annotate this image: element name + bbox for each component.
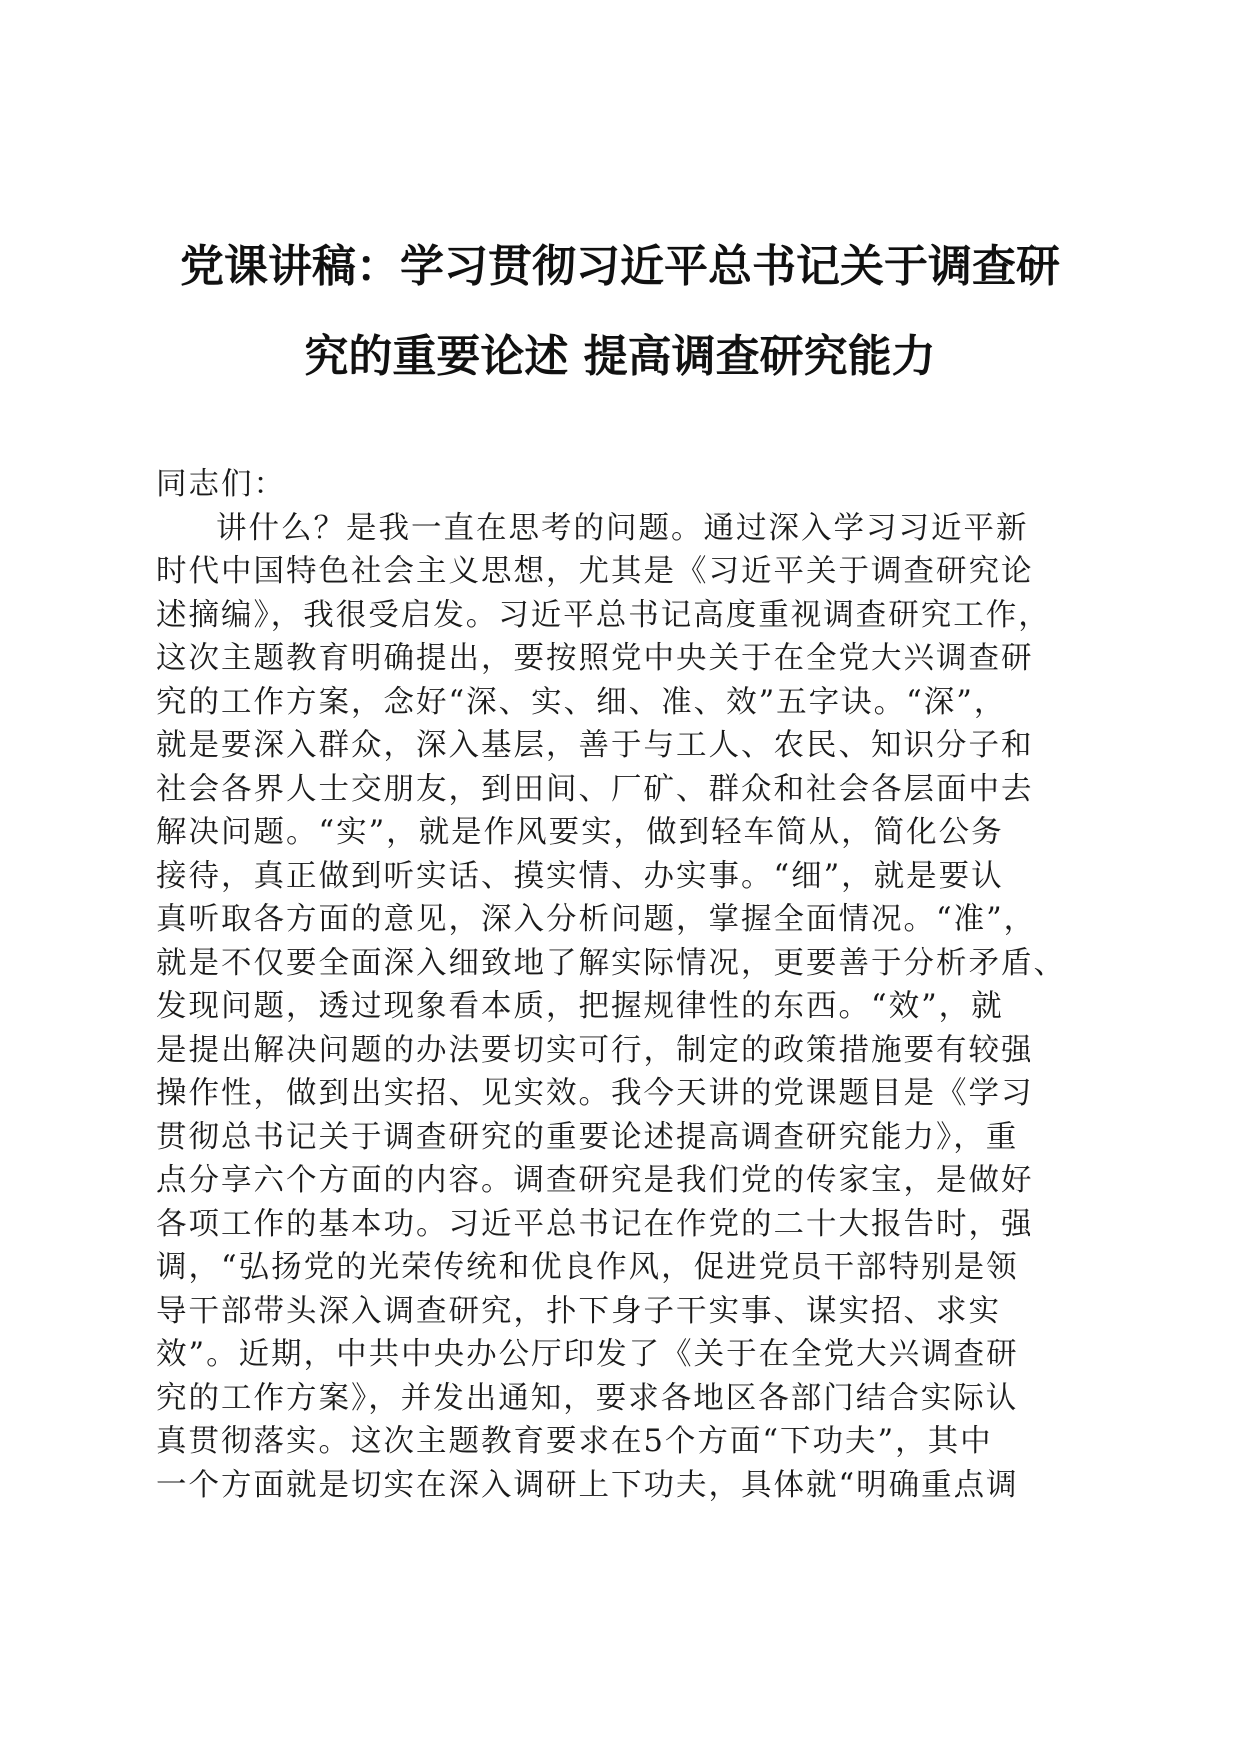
body-line: 接待，真正做到听实话、摸实情、办实事。“细”，就是要认 xyxy=(156,858,1004,894)
body-line: 调，“弘扬党的光荣传统和优良作风，促进党员干部特别是领 xyxy=(156,1250,1019,1285)
body-line: 操作性，做到出实招、见实效。我今天讲的党课题目是《学习 xyxy=(156,1076,1034,1111)
title-line: 究的重要论述 提高调查研究能力 xyxy=(304,331,936,382)
title-line: 党课讲稿：学习贯彻习近平总书记关于调查研 xyxy=(180,241,1060,292)
body-line: 各项工作的基本功。习近平总书记在作党的二十大报告时，强 xyxy=(156,1206,1034,1242)
body-line: 是提出解决问题的办法要切实可行，制定的政策措施要有较强 xyxy=(156,1032,1034,1068)
body-line: 贯彻总书记关于调查研究的重要论述提高调查研究能力》，重 xyxy=(156,1119,1019,1155)
body-line: 时代中国特色社会主义思想，尤其是《习近平关于调查研究论 xyxy=(156,554,1034,589)
body-line: 真贯彻落实。这次主题教育要求在5个方面“下功夫”，其中 xyxy=(156,1424,993,1459)
body-line: 点分享六个方面的内容。调查研究是我们党的传家宝，是做好 xyxy=(156,1163,1034,1198)
body-line: 述摘编》，我很受启发。习近平总书记高度重视调查研究工作， xyxy=(156,597,1051,633)
body-line: 社会各界人士交朋友，到田间、厂矿、群众和社会各层面中去 xyxy=(156,771,1034,807)
body-line: 就是要深入群众，深入基层，善于与工人、农民、知识分子和 xyxy=(156,728,1034,763)
body-line: 发现问题，透过现象看本质，把握规律性的东西。“效”，就 xyxy=(156,989,1004,1024)
body-line: 真听取各方面的意见，深入分析问题，掌握全面情况。“准”， xyxy=(156,902,1037,937)
body-line: 解决问题。“实”，就是作风要实，做到轻车简从，简化公务 xyxy=(156,815,1004,850)
salutation: 同志们： xyxy=(156,467,286,502)
body-line: 这次主题教育明确提出，要按照党中央关于在全党大兴调查研 xyxy=(156,641,1034,676)
body-line: 究的工作方案》，并发出通知，要求各地区各部门结合实际认 xyxy=(156,1380,1019,1416)
document-body xyxy=(156,463,1076,1507)
body-line: 一个方面就是切实在深入调研上下功夫，具体就“明确重点调 xyxy=(156,1467,1019,1503)
body-line: 讲什么？是我一直在思考的问题。通过深入学习习近平新 xyxy=(216,510,1029,546)
body-line: 效”。近期，中共中央办公厅印发了《关于在全党大兴调查研 xyxy=(156,1337,1019,1372)
body-line: 导干部带头深入调查研究，扑下身子干实事、谋实招、求实 xyxy=(156,1293,1001,1329)
document-title xyxy=(140,222,1100,402)
body-line: 究的工作方案，念好“深、实、细、准、效”五字诀。“深”， xyxy=(156,684,1007,720)
body-line: 就是不仅要全面深入细致地了解实际情况，更要善于分析矛盾、 xyxy=(156,945,1066,981)
